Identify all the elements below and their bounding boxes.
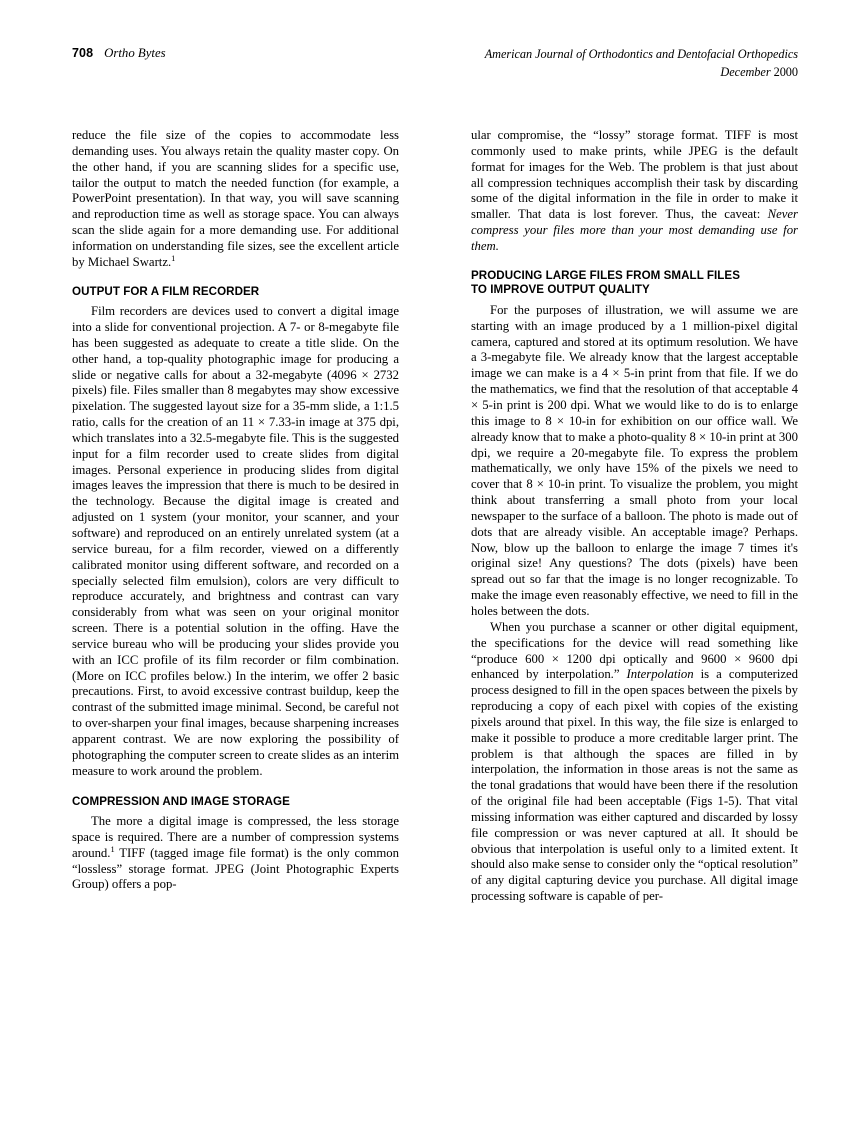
paragraph-text: The more a digital image is compressed, the less storage space is required. There are a number of compression systems around. [72, 814, 399, 860]
paragraph: Film recorders are devices used to convert a digital image into a slide for conventional projection. A 7- or 8-megabyte file has been suggested as adequate to create a title slide. On the other hand, a top-quality photographic image for producing a slide or negative calls for about a 32-megabyte (4096 × 2732 pixels) file. Files smaller than 8 megabytes may show excessive pixelation. The suggested layout size for a 35-mm slide, a 1:1.5 ratio, calls for the creation of an 11 × 7.33-in image at 375 dpi, which translates into a 32.5-megabyte file. This is the suggested input for a film recorder used to create slides from digital images. Personal experience in producing slides from digital images leaves the impression that there is much to be desired in the technology. Because the digital image is created and adjusted on 1 system (your monitor, your scanner, and your software) and reproduced on an entirely unrelated system (at a service bureau, for a film recorder, viewed on a differently calibrated monitor using different software, and recorded on a specially selected film emulsion), colors are very difficult to reproduce accurately, and brightness and contrast can vary considerably from what was seen on your original monitor screen. There is a potential solution in the offing. Have the service bureau who will be producing your slides provide you with an ICC profile of its film recorder or film combination. (More on ICC profiles below.) In the interim, we offer 2 basic precautions. First, to avoid excessive contrast buildup, keep the contrast of the submitted image minimal. Second, be careful not to over-sharpen your final images, because sharpening increases apparent contrast. We are now exploring the possibility of photographing the computer screen to create slides as an interim measure to work around the problem. [72, 304, 399, 778]
section-heading-film-recorder: OUTPUT FOR A FILM RECORDER [72, 284, 260, 298]
issue-month: December [720, 64, 771, 79]
paragraph-text: When you purchase a scanner or other digital equipment, the specifications for the device will read something like “produce 600 × 1200 dpi optically and 9600 × 9600 dpi enhanced by interpolation.” [471, 619, 798, 682]
paragraph [72, 814, 399, 893]
paragraph-text: reduce the file size of the copies to accommodate less demanding uses. You always retain the quality master copy. On the other hand, if you are scanning slides for a specific use, tailor the output to match the needed function (for example, a PowerPoint presentation). In that way, you will save scanning and reproduction time as well as storage space. You can always scan the slide again for a more demanding use. For additional information on understanding file sizes, see the excellent article by Michael Swartz. [72, 128, 399, 269]
paragraph-text-continued: TIFF (tagged image file format) is the only common “lossless” storage format. JPEG (Joint Photographic Experts Group) offers a pop- [72, 845, 399, 892]
emphasized-term: Interpolation [626, 667, 694, 682]
paragraph-text-continued: is a computerized process designed to fill in the open spaces between the pixels by reproducing a copy of each pixel with copies of the existing pixels around that pixel. In this way, the file size is enlarged to make it possible to produce a more creditable larger print. The problem is that although the spaces are filled in by interpolation, the information in those areas is not the same as the tonal gradations that would have been there if the resolution of the original file had been acceptable (Figs 1-5). That vital missing information was either captured and discarded by lossy file compression or was never captured at all. It should be obvious that interpolation is useful only to a limited extent. It should also make sense to consider only the “optical resolution” of any digital capturing device you purchase. All digital image processing software is capable of per- [471, 667, 798, 904]
folio-group [72, 46, 166, 62]
issue-date [485, 64, 798, 82]
issue-year: 2000 [773, 64, 798, 79]
journal-identification [485, 46, 798, 82]
heading-line-1: PRODUCING LARGE FILES FROM SMALL FILES [471, 268, 740, 282]
paragraph [471, 128, 798, 255]
section-heading-compression: COMPRESSION AND IMAGE STORAGE [72, 794, 290, 808]
paragraph: For the purposes of illustration, we will assume we are starting with an image produced by a 1 million-pixel digital camera, captured and stored at its optimum resolution. We have a 3-megabyte file. We already know that the largest acceptable image we can make is a 4 × 5-in print from that file. If we do the mathematics, we find that the resolution of that acceptable 4 × 5-in print is 200 dpi. What we would like to do is to enlarge this image to 8 × 10-in for exhibition on our office wall. We already know that to make a photo-quality 8 × 10-in print at 300 dpi, we require a 20-megabyte file. To express the problem mathematically, we only have 15% of the pixels we need to cover that 8 × 10-in print. To visualize the problem, you might think about transferring a small photo from your local newspaper to the surface of a balloon. The photo is made out of dots that are already visible. An acceptable image? Perhaps. Now, blow up the balloon to enlarge the image 7 times it's original size! Any questions? The dots (pixels) have been spread out so far that the image is no longer recognizable. To make the image even reasonably effective, we need to fill in the holes between the dots. [471, 302, 798, 618]
running-header [72, 46, 798, 92]
left-column [72, 128, 399, 905]
paragraph [72, 128, 399, 271]
section-heading-producing-large-files [471, 269, 798, 298]
emphasized-caveat: Never compress your files more than your most demanding use for them. [471, 207, 798, 253]
right-column [471, 128, 798, 905]
paragraph [471, 620, 798, 905]
page-number: 708 [72, 46, 94, 60]
heading-line-2: TO IMPROVE OUTPUT QUALITY [471, 283, 650, 297]
footnote-reference: 1 [110, 844, 115, 854]
article-body [72, 128, 798, 905]
journal-title: American Journal of Orthodontics and Dentofacial Orthopedics [484, 47, 798, 61]
footnote-reference: 1 [171, 253, 176, 263]
running-section-name: Ortho Bytes [104, 46, 166, 60]
paragraph-text: ular compromise, the “lossy” storage format. TIFF is most commonly used to make prints, while JPEG is the default format for images for the Web. The problem is that just about all compression techniques accomplish their task by discarding some of the digital information in the file in order to make it smaller. That data is lost forever. Thus, the caveat: [471, 128, 798, 222]
